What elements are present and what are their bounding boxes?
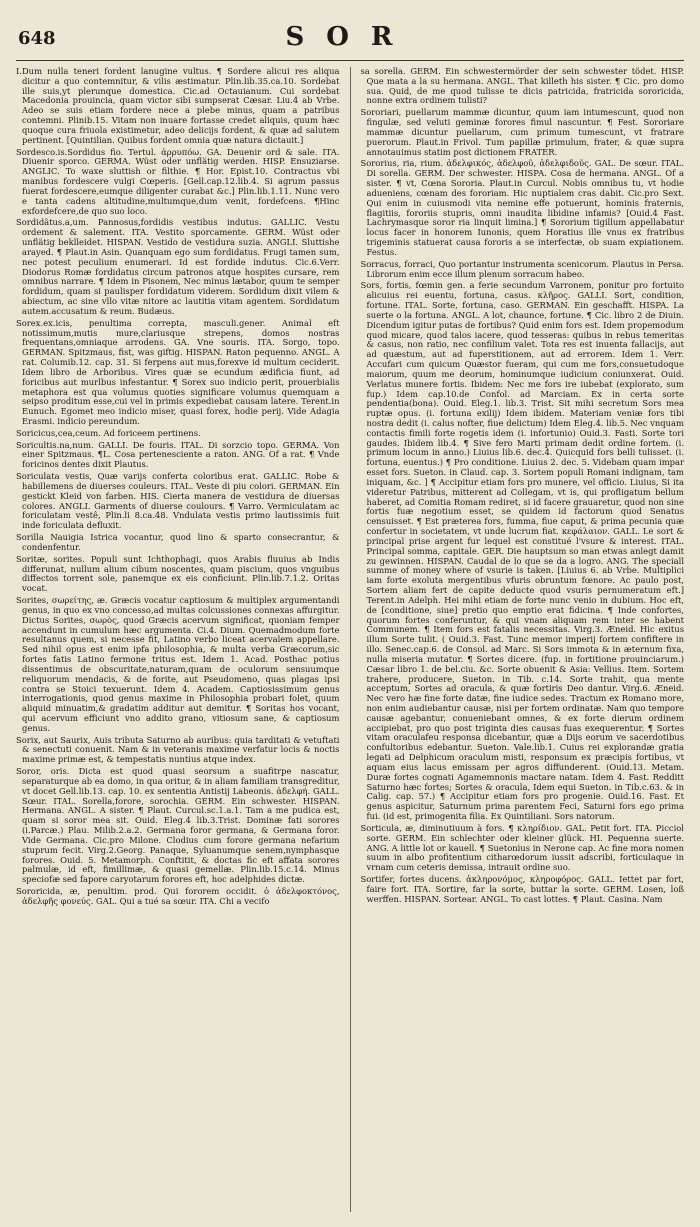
page-header <box>16 20 684 61</box>
dictionary-entry: Sorilla Nauigia Istrica vocantur, quod lino & sparto consecrantur, & condenfentur. <box>16 532 340 552</box>
dictionary-entry: Soricultis.na,num. GALLI. De fouris. ITAL. Di sorzcio topo. GERMA. Von einer Spitzmaus. ¶L. Cosa pertenesciente a raton. ANG. Of a rat. ¶ Vnde foricinos dentes dixit Plautus. <box>16 439 340 470</box>
dictionary-entry: Sorracus, forraci, Quo portantur instrumenta scenicorum. Plautus in Persa. Librorum enim ecce illum plenum sorracum habeo. <box>360 258 684 279</box>
dictionary-entry: Soror, oris. Dicta est quod quasi seorsum a suafitrpe nascatur, separaturque ab ea domo, in qua oritur, & in aliam familiam transgreditur, vt docet Gell.lib.13. cap. 10. ex sententia Antistij Labeonis. ἀδελφή. GALL. Sœur. ITAL. Sorella,forore, sorochia. GERM. Ein schwester. HISPAN. Hermana. ANGL. A sister. ¶ Plaut. Curcul.sc.1.a.1. Tam a me pudica est, quam si soror mea sit. Ouid. Eleg.4 lib.3.Trist. Dominæ fati sorores (i.Parcæ.) Plau. Milib.2.a.2. Germana foror germana, & Germana foror. Vide Germana. Cic.pro Milone. Clodius cum forore germana nefarium stuprum fecit. Virg.2.Georg. Panaque, Syluanumque senem,nymphasque forores. Ouid. 5. Metamorph. Conftitit, & doctas fic eft affata sorores palmulæ, id eft, fimillimæ, & quasi gemellæ. Plin.lib.15.c.14. Minus speciofæ sed fapore caryotarum forores eft, hoc adelphides dictæ. <box>16 766 340 885</box>
dictionary-entry: Sordidâtus.a,um. Pannosus,fordidis vestibus indutus. GALLIC. Vestu ordement & salement. ITA. Vestito sporcamente. GERM. Wüst oder unflätig beklleidet. HISPAN. Vestido de vestidura suzia. ANGLI. Sluttishe arayed. ¶ Plaut.in Asin. Quanquam ego sum fordidatus. Frugi tamen sum, nec potest peculium enumerari. Id est fordide indutus. Cic.6.Verr. Diodorus Romæ fordidatus circum patronos atque hospites cursare, rem omnibus narrare. ¶ Idem in Pisonem, Nec minus lætabor, quum te semper fordidum, quam si paulisper fordidatum viderem. Sordidum dixit vilem & abiectum, ac sine vllo vitæ nitore ac lautitia vitam agentem. Sordidatum autem.accusatum & reum. Budæus. <box>16 217 340 316</box>
dictionary-entry: Sororiari, puellarum mammæ dicuntur, quum iam intumescunt, quod non fingulæ, sed veluti geminæ forores fimul nascuntur. ¶ Fest. Sororiare mammæ dicuntur puellarum, cum primum tumescunt, vt fratrare puerorum. Plaut.in Frivol. Tum papillæ primulum, frater, & quæ supra annotauimus statim post dictionem FRATER. <box>360 107 684 157</box>
dictionary-entry: Soriculata vestis, Quæ varijs conferta coloribus erat. GALLIC. Robe & habillemens de diuerses couleurs. ITAL. Veste di piu colori. GERMAN. Ein gestickt Kleid von farben. HIS. Cierta manera de vestidura de diuersas colores. ANGLI. Garments of diuerse coulours. ¶ Varro. Vermiculatam ac foriculatam vestê, Plin.li 8.ca.48. Vndulata vestis primo lautissimis fuit inde foriculata defluxit. <box>16 471 340 531</box>
dictionary-entry: Sors, fortis, fœmin gen. a ferie secundum Varronem, ponitur pro fortuito alicuius rei euentu, fortuna, casus. κλῆρος. GALLI. Sort, condition, fortune. ITAL. Sorte, fortuna, caso. GERMAN. Ein geschafft. HISPA. La suerte o la fortuna. ANGL. A lot, chaunce, fortune. ¶ Cic. libro 2 de Diuin. Dicendum igitur putas de fortibus? Quid enim fors est. Idem propemodum quod micare, quod talos iacere, quod tesseras: quibus in rebus temeritas & casus, non ratio, nec confilium valet. Tota res est inuenta fallacijs, aut ad quæstum, aut ad fuperstitionem, aut ad errorem. Idem 1. Verr. Accufari cum quicum Quæstor fueram, qui cum me fors,consuetudoque maiorum, quum me deorum, hominumque iudicium coniunxerat. Ouid. Verlatus munere fortis. Ibidem: Nec me fors ire iubebat (explorato, sum fup.) Idem cap.10.de Confol. ad Marciam. Ex in certa sorte pendentia(bona). Ouid. Eleg.1. lib.3. Trist. Sit mihi secretum Sors mea ruptæ opus. (i. fortuna exilij) Idem ibidem. Materiam veniæ fors tibi nostra dedit (i. calus nofter, fiue delictum) Idem Eleg.4. lib.5. Nec vnquam contactis fimili forte rogetis idem (i. infortunio) Ouid.3. Fasti. Sorte tori gaudes. Ibidem lib.4. ¶ Sive fero Marti primam dedit ordine fortem. (i. primum locum in anno.) Liuius lib.6. dec.4. Quicquid fors belli tulisset. (i. fortuna, euentus.) ¶ Pro conditione. Liuius 2. dec. 5. Videbam quam impar esset fors. Sueton. in Claud. cap. 3. Sortem populi Romani indignam, tam iniquam, &c. ] ¶ Accipitur etiam fors pro munere, vel officio. Liuius, Si ita videretur Patribus, mitterent ad Collegam, vt is, qui profligatum bellum haberet, ad Comitia Romam rediret, si id facere grauaretur, quod non sine fortis fuæ negotium esset, se quidem id factorum quod Senatus censuisset. ¶ Est præterea fors, fumma, fiue caput, & prima pecunia quæ confertur in societatem, vt unde lucrum fiat. κεφάλαιον. GALL. Le sort & principal prise argent fur lequel est constitué l'vsure & interest. ITAL. Principal somma, capitale. GER. Die hauptsum so man etwas anlegt damit zu gewinnen. HISPAN. Caudal de lo que se da a logro. ANG. The speciall summe of money where of vsurie is taken. [Liuius 6. ab Vrbe. Multiplici iam forte exoluta mergentibus vfuris obruntum fœnore. Ac paulo post, Sortem aliam fert de capite deducte quod vsuris pernumeratum eft.] Terent.in Adelph. Hei mihi etiam de forte nunc venio in dubium. Hoc eft, de [conditione, siue] pretio quo emptio erat fidicina. ¶ Inde confortes, quorum fortes conferuntur, & qui vnam aliquam rem inter se habent Communem. ¶ Item fors est fatalis necessitas. Virg.3. Æneid. Hic exitus illum Sorte tulit. ( Ouid.3. Fast. Tunc memor imperij fortem confiftere in illo. Senec.cap.6. de Consol. ad Marc. Si Sors immota & in æternum fixa, nulla miseria mutatur. ¶ Sortes dicere. (fup. in fortitione prouinciarum.) Cæsar libro 1. de bel.ciu. &c. Sorte obuenit & Asia: Vellius. Item. Sortem trahere, producere, Sueton. in Tib. c.14. Sorte trahit, qua mente acceptum, Sortes ad oracula, & quæ fortiris Deo dantur. Virg.6. Æneid. Nec vero hæ fine forte datæ, fine iudice sedes. Tractum ex Romano more, non enim audiebantur causæ, nisi per fortem ordinatæ. Nam quo tempore causæ agebantur, conueniebant omnes, & ex forte dierum ordinem accipiebat, pro quo post triginta dies causas fuas exequerentur. ¶ Sortes vitam oraculafeu responsa dicebantur, quæ a Dijs eorum ve sacerdotibus confultoribus edebantur. Sueton. Vale.lib.1. Cuius rei explorandæ gratia legati ad Delphicum oraculum misti, responsum ex præcipis fortibus, vt aquam eius lacus emissam per agros diffunderent. (Ouid.13. Metam. Duræ fortes cognati Agamemnonis mactare natam. Idem 4. Fast. Redditt Saturno hæc fortes; Sortes & oracula, Idem equi Sueton. in Tib.c.63. & in Calig. cap. 57.) ¶ Accipitur etiam fors pro progenie. Ouid.16. Fast. Et genus aspicitur, Saturnum prima parentem Feci, Saturni fors ego prima fui. (id est, primogenita filia. Ex Quintiliani. Sors natorum. <box>360 280 684 822</box>
dictionary-entry: Sorites, σωρείτης, æ. Græcis vocatur captiosum & multiplex argumentandi genus, in quo ex vno concesso,ad multas colcussiones connexas affurgitur. Dictus Sorites, σωρὸς, quod Græcis acervum significat, quoniam femper accendunt in cumulum hæc argumenta. Ci.4. Dium. Quemadmodum forte resultanus quem, si necesse fit, Latino verbo liceat acervalem appellare. Sed nihil opus est enim ipfa philosophia, & multa verba Græcorum,sic fortes fatis Latino fermone tritus est. Idem 1. Acad. Posthac potius dissentimus de obscuritate,naturam,quam de oculorum sensuumque reliquorum mendacis, & de forite, aut Pseudomeno, quas plagas ipsi contra se Stoici texuerunt. Idem 4. Academ. Captiosissimum genus interrogationis, quod genus maxime in Philosophia probari folet, quum aliquid minuatim,& gradatim additur aut demitur. ¶ Soritas hos vocant, qui acervum efficiunt vno addito grano, vitiosum sane, & captiosum genus. <box>16 595 340 733</box>
right-column <box>361 67 685 1212</box>
column-divider <box>350 67 351 1212</box>
left-column <box>16 67 340 1212</box>
dictionary-entry: Sordesco.is.Sordidus fio. Tertul. ἀρρυπόω. GA. Deuenir ord & sale. ITA. Diuenir sporco. GERMA. Wüst oder unflätig werden. HISP. Ensuziarse. ANGLIC. To waxe sluttish or filthie. ¶ Hor. Epist.10. Contractus vbi manibus fordescere vulgi Cœperis. [Gell.cap.12.lib.4. Si agrum passus fuerat fordescere,eumque diligenter curabat &c.] Plin.lib.1.11. Nunc vero e tanta cadens altitudine,multumque,dum venit, fordefcens. ¶Hinc exfordefcere,de quo suo loco. <box>16 146 340 216</box>
dictionary-entry: I.Dum nulla teneri fordent lanugine vultus. ¶ Sordere alicui res aliqua dicitur a quo contemnitur, & vilis æstimatur. Plin.lib.35.ca.10. Sordebat ille suis,yt plerunque domestica. Cic.ad Octauianum. Cui sordebat Macedonia prouincia, quam victor sibi sumpserat Cæsar. Liu.4 ab Vrbe. Adeo se suis etiam fordere nece a plebe minus, quam a patribus contemni. Plinib.15. Vitam non inuare fortasse credet aliquis, quum hæc quoque cura friuola existimetur, adeo delicijs fordent, & quæ ad salutem pertinent. [Quintilian. Quibus fordent omnia quæ natura dictauit.] <box>16 67 340 145</box>
dictionary-entry: Soricicus,cea,ceum. Ad foriceem pertinens. <box>16 427 201 438</box>
dictionary-entry: sa sorella. GERM. Ein schwestermörder der sein schwester tödet. HISP. Que mata a la su hermana. ANGL. That killeth his sister. ¶ Cic. pro domo sua. Quid, de me quod tulisse te dicis patricida, fratricida sororicida, nonne extra ordinem tulisti? <box>360 67 684 106</box>
dictionary-entry: Sorticula, æ, diminutiuum à fors. ¶ κληρίδιον. GAL. Petit fort. ITA. Picciol sorte. GERM. Ein schlechter oder kleiner glück. HI. Pequenna suerte. ANG. A little lot or kauell. ¶ Suetonius in Nerone cap. Ac fine mora nomen suum in albo profitentium citharœdorum iussit adscribi, forticulaque in vrnam cum ceteris demissa, intrauit ordine suo. <box>360 822 684 873</box>
dictionary-entry: Sorex.ex.icis, penultima correpta, masculi.gener. Animal eft notissimum,mutis mure,clariusque strepens, domos nostras frequentans,omniaque arrodens. GA. Vne souris. ITA. Sorgo, topo. GERMAN. Spitzmaus, fist, was giftig. HISPAN. Raton pequenno. ANGL. A rat. Columib.12. cap. 31. Si ferpens aut mus,forexve id multum ceciderit. Idem libro de Arboribus. Vires quæ se ecundum ædificia fiunt, ad foricibus aut murlbus infestantur. ¶ Sorex suo indicio perit, prouerbialis metaphora est qua volumus quoties significare volumus quemquam a seipso proditum esse,cui vel in primis expediebat causam latere. Terent.in Eunuch. Egomet meo indicio miser, quasi forex, hodie perij. Vide Adagia Erasmi. indicio pereundum. <box>16 317 340 426</box>
dictionary-entry: Sororius, ria, rium. ἀδελφικός, ἀδελφοῦ, ἀδελφιδοῦς. GAL. De sœur. ITAL. Di sorella. GERM. Der schwester. HISPA. Cosa de hermana. ANGL. Of a sister. ¶ vt, Cœna Sororia. Plaut.in Curcul. Nobis omnibus tu, vt hodie adueniens, cœnam des fororiam. Hic nuptialem cras dabit. Cic.pro Sext. Qui enim in cuiusmodi vita nemine effe potuerunt, hominis fraternis, flagitiis, fororiis stupris, omni inaudita libidine infamis? [Ouid.4 Fast. Lachrymasque soror ria linquit limina.] ¶ Sororium tigillum appellabatur locus facer in honorem Iunonis, quem Horatius ille vnus ex fratribus trigeminis statuerat causa fororis a se interfectæ, ob suam expiationem. Festus. <box>360 158 684 257</box>
dictionary-entry: Sororicida, æ, penultim. prod. Qui fororem occidit. ὁ ἀδελφοκτόνος, ἀδελφῆς φονεύς. GAL. Qui a tué sa sœur. ITA. Chi a vecifo <box>16 886 340 906</box>
dictionary-entry: Sorix, aut Saurix, Auis tributa Saturno ab auribus: quia tarditati & vetuftati & senectuti conuenit. Nam & in veteranis maxime verfatur locis & noctis maxime primæ est, & tempestatis nuntius atque index. <box>16 734 340 765</box>
dictionary-entry: Sortifer, fortes ducens. ἀκληρονόμος, κληροφόρος. GALL. Iettet par fort, faire fort. ITA. Sortire, far la sorte, buttar la sorte. GERM. Losen, loß werffen. HISPAN. Sortear. ANGL. To cast lottes. ¶ Plaut. Casina. Nam <box>360 874 684 904</box>
text-columns <box>16 67 684 1212</box>
dictionary-entry: Soritæ, sorites. Populi sunt Ichthophagi, quos Arabis fluuius ab Indis differunat, nullum alium cibum noscentes, quam piscium, quos vnguibus diffectos torrent sole, panemque ex eis conficiunt. Plin.lib.7.1.2. Oritas vocat. <box>16 553 340 594</box>
page-number: 648 <box>18 28 56 49</box>
running-head: SOR <box>285 22 415 52</box>
